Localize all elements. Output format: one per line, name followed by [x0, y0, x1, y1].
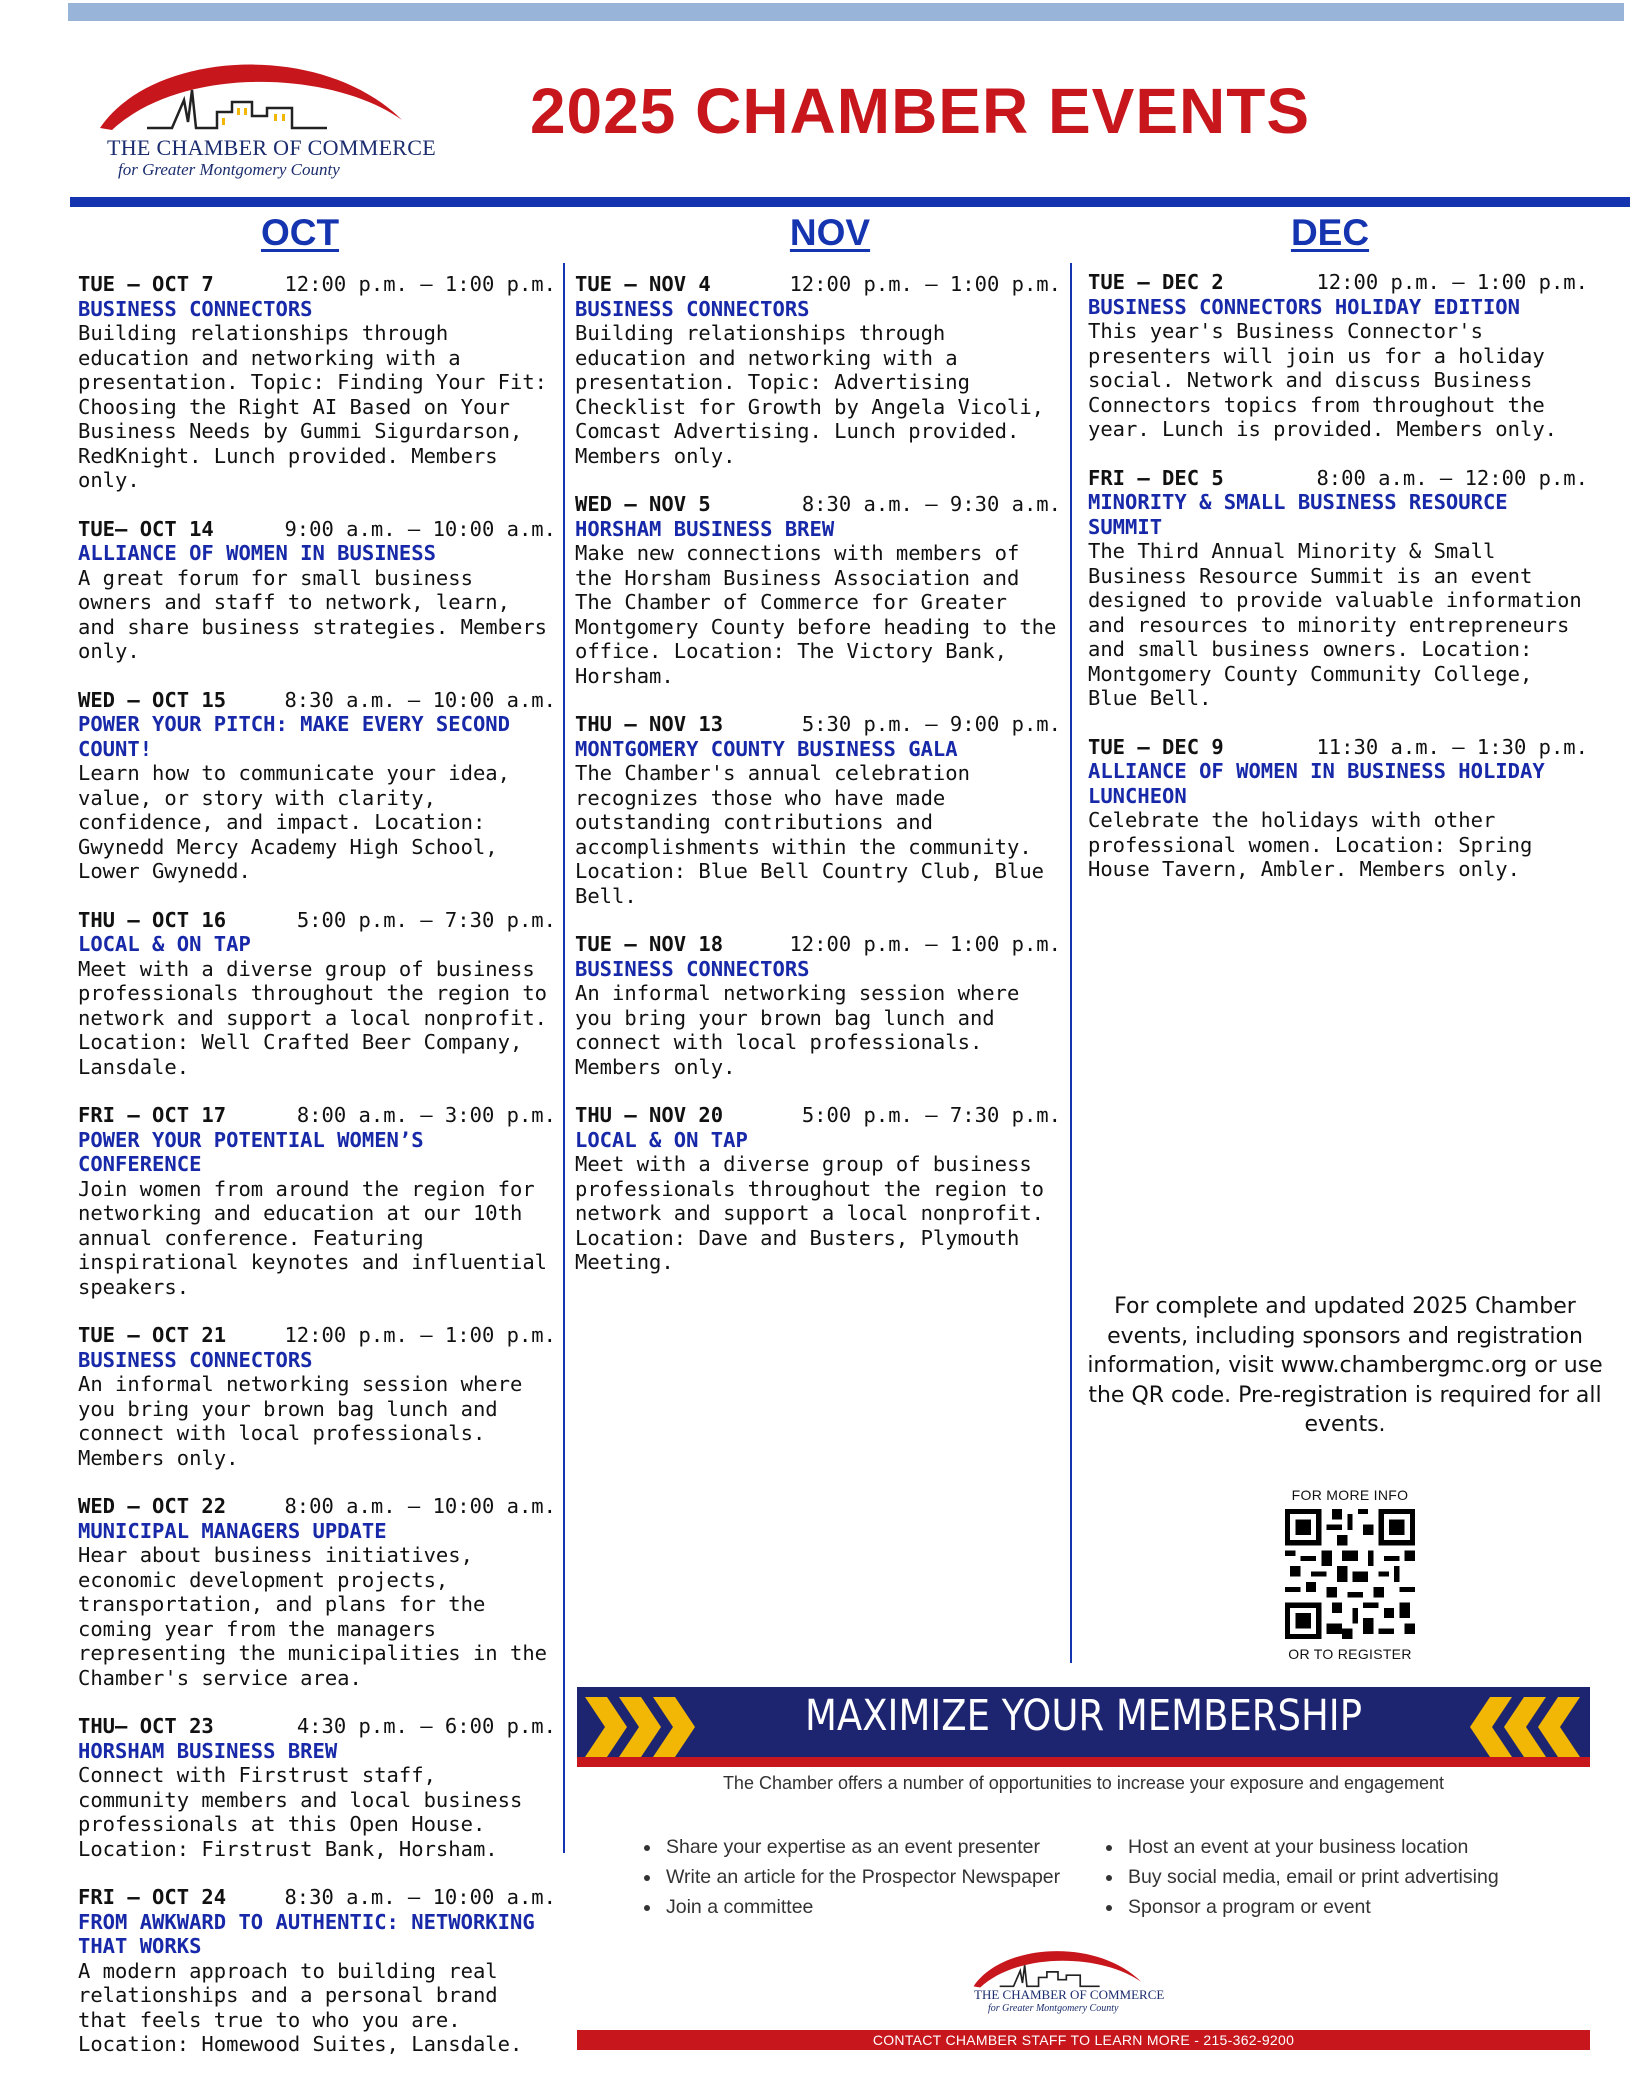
- event-time: 12:00 p.m. — 1:00 p.m.: [789, 932, 1061, 956]
- event-time: 12:00 p.m. — 1:00 p.m.: [1316, 270, 1588, 294]
- event-name: BUSINESS CONNECTORS HOLIDAY EDITION: [1088, 294, 1520, 319]
- event-description: A great forum for small business owners and staff to network, learn, and share business strategies. Members only.: [78, 565, 547, 663]
- event-card: [78, 1323, 556, 1470]
- event-date: TUE — NOV 4: [575, 272, 711, 296]
- event-time: 5:30 p.m. — 9:00 p.m.: [801, 712, 1061, 736]
- event-description: Make new connections with members of the Horsham Business Association and The Chamber of Commerce for Greater Montgomery County before heading to the office. Location: The Victory Bank, Horsham.: [575, 541, 1057, 688]
- month-heading-dec: DEC: [1290, 212, 1370, 253]
- event-time: 12:00 p.m. — 1:00 p.m.: [284, 272, 556, 296]
- event-card: [78, 272, 556, 493]
- chamber-logo-small: [968, 1943, 1165, 2028]
- event-description: This year's Business Connector's presenters will join us for a holiday social. Network and discuss Business Connectors topics from throughout the year. Lunch is provided. Members only.: [1088, 319, 1557, 441]
- list-item: • Write an article for the Prospector Newspaper: [662, 1862, 1060, 1892]
- event-date: FRI — OCT 17: [78, 1103, 227, 1127]
- contact-bar: CONTACT CHAMBER STAFF TO LEARN MORE - 215-362-9200: [577, 2030, 1590, 2050]
- event-card: [1088, 735, 1588, 882]
- nov-event-list: [575, 272, 1061, 1299]
- logo-line-2: for Greater Montgomery County: [988, 2003, 1119, 2014]
- event-date: WED — OCT 15: [78, 687, 227, 712]
- event-description: The Third Annual Minority & Small Business Resource Summit is an event designed to provide valuable information and resources to minority entrepreneurs and small business owners. Location: Montgomery County Community College, Blue Bell.: [1088, 539, 1582, 710]
- list-item: • Host an event at your business location: [1124, 1832, 1499, 1862]
- event-time: 8:30 a.m. — 10:00 a.m.: [284, 687, 556, 712]
- list-item: • Share your expertise as an event presenter: [662, 1832, 1060, 1862]
- event-date: TUE — NOV 18: [575, 932, 724, 956]
- top-accent-bar: [68, 3, 1624, 21]
- event-date: THU — NOV 20: [575, 1103, 724, 1127]
- event-date: TUE — DEC 9: [1088, 734, 1224, 759]
- header-divider: [70, 197, 1630, 207]
- chamber-logo: [92, 50, 436, 185]
- dec-event-list: [1088, 270, 1588, 906]
- event-name: MINORITY & SMALL BUSINESS RESOURCE SUMMIT: [1088, 490, 1508, 539]
- event-time: 11:30 a.m. — 1:30 p.m.: [1316, 734, 1588, 759]
- list-item: • Buy social media, email or print advertising: [1124, 1862, 1499, 1892]
- event-date: TUE — OCT 7: [78, 272, 214, 296]
- registration-info: For complete and updated 2025 Chamber events, including sponsors and registration information, visit www.chambergmc.org or use the QR code. Pre-registration is required for all events.: [1087, 1294, 1603, 1437]
- event-date: TUE — DEC 2: [1088, 270, 1224, 294]
- event-name: MUNICIPAL MANAGERS UPDATE: [78, 1518, 387, 1543]
- event-name: BUSINESS CONNECTORS: [575, 296, 810, 321]
- event-description: Learn how to communicate your idea, value, or story with clarity, confidence, and impact. Location: Gwynedd Mercy Academy High School, Lower Gwynedd.: [78, 761, 510, 883]
- event-name: ALLIANCE OF WOMEN IN BUSINESS HOLIDAY LUNCHEON: [1088, 759, 1545, 808]
- event-card: [1088, 466, 1588, 711]
- event-card: [575, 932, 1061, 1079]
- qr-block[interactable]: [1275, 1487, 1425, 1662]
- event-name: HORSHAM BUSINESS BREW: [78, 1738, 338, 1763]
- month-heading-oct: OCT: [260, 212, 340, 253]
- event-time: 8:00 a.m. — 3:00 p.m.: [296, 1103, 556, 1127]
- event-date: THU — NOV 13: [575, 712, 724, 736]
- qr-top-label: FOR MORE INFO: [1291, 1487, 1409, 1503]
- event-name: BUSINESS CONNECTORS: [78, 296, 313, 321]
- event-name: FROM AWKWARD TO AUTHENTIC: NETWORKING THAT WORKS: [78, 1909, 535, 1958]
- event-time: 8:30 a.m. — 10:00 a.m.: [284, 1885, 556, 1909]
- logo-line-2: for Greater Montgomery County: [118, 160, 340, 179]
- event-name: LOCAL & ON TAP: [575, 1127, 748, 1152]
- event-date: TUE — OCT 21: [78, 1323, 227, 1347]
- event-time: 12:00 p.m. — 1:00 p.m.: [284, 1323, 556, 1347]
- column-divider-left: [563, 263, 565, 1853]
- logo-skyline-icon: [92, 50, 412, 140]
- qr-bottom-label: OR TO REGISTER: [1288, 1646, 1412, 1662]
- event-description: An informal networking session where you bring your brown bag lunch and connect with local professionals. Members only.: [78, 1372, 523, 1470]
- event-name: POWER YOUR POTENTIAL WOMEN’S CONFERENCE: [78, 1127, 424, 1176]
- event-card: [575, 712, 1061, 908]
- banner-red-strip: [577, 1757, 1590, 1767]
- event-card: [575, 1103, 1061, 1275]
- event-name: ALLIANCE OF WOMEN IN BUSINESS: [78, 541, 436, 565]
- event-description: A modern approach to building real relationships and a personal brand that feels true to who you are. Location: Homewood Suites, Lansdale.: [78, 1958, 523, 2056]
- list-item: • Sponsor a program or event: [1124, 1892, 1499, 1922]
- event-description: Celebrate the holidays with other professional women. Location: Spring House Tavern, Ambler. Members only.: [1088, 808, 1533, 881]
- event-card: [78, 908, 556, 1080]
- event-time: 8:30 a.m. — 9:30 a.m.: [801, 492, 1061, 516]
- chevron-left-icon: [1470, 1697, 1580, 1757]
- qr-code-icon[interactable]: [1285, 1509, 1415, 1639]
- event-time: 5:00 p.m. — 7:30 p.m.: [296, 907, 556, 932]
- event-date: WED — NOV 5: [575, 492, 711, 516]
- event-name: BUSINESS CONNECTORS: [575, 956, 810, 981]
- event-description: The Chamber's annual celebration recognizes those who have made outstanding contributions and accomplishments within the community. Location: Blue Bell Country Club, Blue Bell.: [575, 761, 1044, 908]
- logo-line-1: THE CHAMBER OF COMMERCE: [974, 1987, 1165, 2002]
- event-name: HORSHAM BUSINESS BREW: [575, 516, 835, 541]
- page-title: 2025 CHAMBER EVENTS: [529, 75, 1311, 147]
- event-description: Building relationships through education and networking with a presentation. Topic: Finding Your Fit: Choosing the Right AI Based on Your Business Needs by Gummi Sigurdarson, RedKnight. Lunch provided. Members only.: [78, 321, 547, 492]
- event-description: An informal networking session where you bring your brown bag lunch and connect with local professionals. Members only.: [575, 981, 1020, 1079]
- event-card: [78, 517, 556, 664]
- event-date: FRI — OCT 24: [78, 1885, 227, 1909]
- event-name: LOCAL & ON TAP: [78, 932, 251, 956]
- event-card: [78, 1885, 556, 2057]
- logo-skyline-icon: [968, 1943, 1148, 1993]
- event-date: FRI — DEC 5: [1088, 465, 1224, 490]
- event-date: WED — OCT 22: [78, 1494, 227, 1518]
- event-time: 8:00 a.m. — 10:00 a.m.: [284, 1494, 556, 1518]
- event-time: 12:00 p.m. — 1:00 p.m.: [789, 272, 1061, 296]
- event-time: 5:00 p.m. — 7:30 p.m.: [801, 1103, 1061, 1127]
- logo-line-1: THE CHAMBER OF COMMERCE: [107, 135, 436, 160]
- event-name: BUSINESS CONNECTORS: [78, 1347, 313, 1372]
- event-card: [575, 272, 1061, 468]
- event-name: POWER YOUR PITCH: MAKE EVERY SECOND COUNT!: [78, 712, 510, 761]
- month-heading-nov: NOV: [789, 212, 871, 253]
- event-description: Hear about business initiatives, economic development projects, transportation, and plans for the coming year from the managers representing the municipalities in the Chamber's service area.: [78, 1543, 547, 1690]
- event-description: Join women from around the region for networking and education at our 10th annual conference. Featuring inspirational keynotes and influential speakers.: [78, 1176, 547, 1299]
- event-name: MONTGOMERY COUNTY BUSINESS GALA: [575, 736, 958, 761]
- event-card: [1088, 270, 1588, 442]
- event-card: [78, 1494, 556, 1690]
- event-date: THU — OCT 16: [78, 907, 227, 932]
- event-card: [575, 492, 1061, 688]
- event-card: [78, 1103, 556, 1299]
- event-date: TUE— OCT 14: [78, 516, 214, 541]
- event-description: Meet with a diverse group of business professionals throughout the region to network and support a local nonprofit. Location: Well Crafted Beer Company, Lansdale.: [78, 956, 547, 1079]
- event-description: Connect with Firstrust staff, community members and local business professionals at this Open House. Location: Firstrust Bank, Horsham.: [78, 1763, 523, 1861]
- event-description: Building relationships through education and networking with a presentation. Topic: Advertising Checklist for Growth by Angela Vicoli, Comcast Advertising. Lunch provided. Members only.: [575, 321, 1044, 468]
- event-time: 4:30 p.m. — 6:00 p.m.: [296, 1714, 556, 1738]
- event-description: Meet with a diverse group of business professionals throughout the region to network and support a local nonprofit. Location: Dave and Busters, Plymouth Meeting.: [575, 1152, 1044, 1274]
- membership-list-right: [1102, 1832, 1499, 1922]
- membership-banner-title: MAXIMIZE YOUR MEMBERSHIP: [804, 1691, 1362, 1741]
- event-card: [78, 688, 556, 884]
- list-item: • Join a committee: [662, 1892, 1060, 1922]
- membership-list-left: [640, 1832, 1060, 1922]
- column-divider-right: [1070, 263, 1072, 1663]
- event-time: 8:00 a.m. — 12:00 p.m.: [1316, 465, 1588, 490]
- membership-subtitle: The Chamber offers a number of opportunities to increase your exposure and engagement: [722, 1773, 1445, 1793]
- oct-event-list: [78, 272, 556, 2081]
- event-card: [78, 1714, 556, 1861]
- event-date: THU— OCT 23: [78, 1714, 214, 1738]
- event-time: 9:00 a.m. — 10:00 a.m.: [284, 516, 556, 541]
- membership-banner: [577, 1687, 1590, 1767]
